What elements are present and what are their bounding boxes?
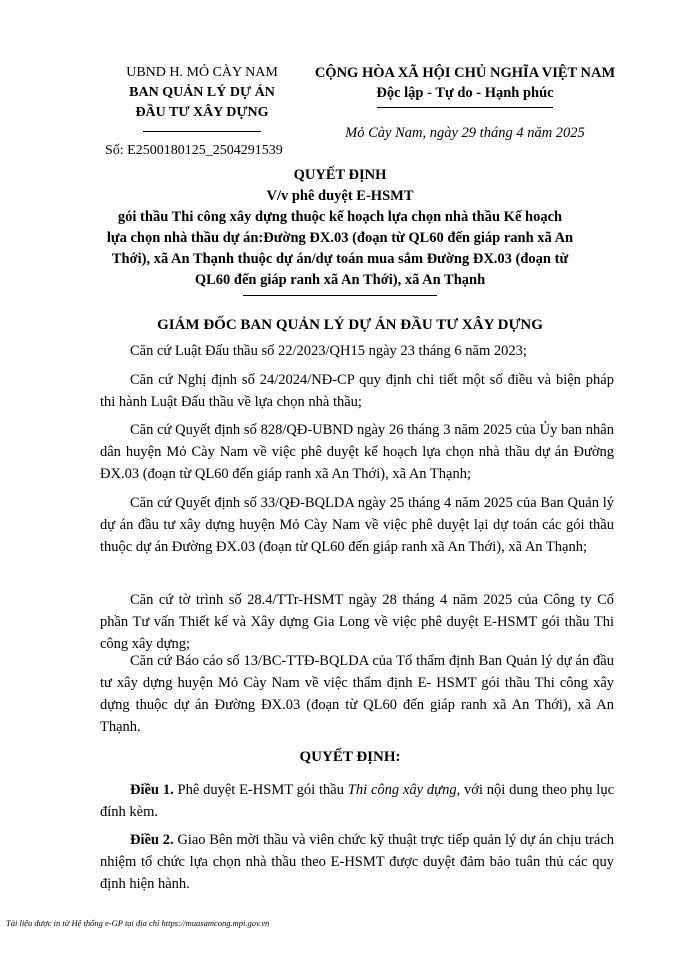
authority-heading: GIÁM ĐỐC BAN QUẢN LÝ DỰ ÁN ĐẦU TƯ XÂY DỰNG: [157, 317, 543, 333]
motto-underline: [377, 107, 553, 108]
subject-detail-4: QL60 đến giáp ranh xã An Thới), xã An Thạnh: [194, 272, 486, 288]
document-title-block: [100, 165, 580, 296]
article-1-text-end: với nội dung theo phụ lục đính kèm.: [100, 782, 615, 820]
agency-name-line2: ĐẦU TƯ XÂY DỰNG: [135, 105, 269, 120]
legal-basis-1: Căn cứ Luật Đấu thầu số 22/2023/QH15 ngày 23 tháng 6 năm 2023;: [130, 343, 527, 359]
document-number: Số: E2500180125_2504291539: [105, 143, 283, 158]
document-type: QUYẾT ĐỊNH: [293, 167, 387, 183]
agency-underline: [143, 131, 261, 132]
article-1-label: Điều 1.: [130, 782, 174, 798]
legal-basis-2: Căn cứ Nghị định số 24/2024/NĐ-CP quy định chi tiết một số điều và biện pháp thi hành Luật Đấu thầu về lựa chọn nhà thầu;: [100, 372, 614, 410]
legal-basis-5: Căn cứ tờ trình số 28.4/TTr-HSMT ngày 28 tháng 4 năm 2025 của Công ty Cổ phần Tư vấn Thiết kế và Xây dựng Gia Long về việc phê duyệt E-HSMT gói thầu Thi công xây dựng;: [100, 592, 614, 652]
issuing-agency-block: [88, 63, 316, 132]
article-1-package: Thi công xây dựng,: [347, 782, 461, 798]
article-1-text: Phê duyệt E-HSMT gói thầu: [173, 782, 348, 798]
place-and-date: Mỏ Cày Nam, ngày 29 tháng 4 năm 2025: [345, 125, 585, 141]
title-underline: [243, 295, 437, 296]
legal-basis-3: Căn cứ Quyết định số 828/QĐ-UBND ngày 26 tháng 3 năm 2025 của Ủy ban nhân dân huyện Mỏ Cày Nam về việc phê duyệt kế hoạch lựa chọn nhà thầu dự án Đường ĐX.03 (đoạn từ QL60 đến giáp ranh xã An Thới), xã An Thạnh;: [100, 422, 614, 482]
subject-detail-2: lựa chọn nhà thầu dự án:Đường ĐX.03 (đoạn từ QL60 đến giáp ranh xã An: [106, 230, 574, 246]
subject-detail-3: Thới), xã An Thạnh thuộc dự án/dự toán mua sắm Đường ĐX.03 (đoạn từ: [111, 251, 569, 267]
print-source-footer: Tài liệu được in từ Hệ thống e-GP tại địa chỉ https://muasamcong.mpi.gov.vn: [6, 918, 270, 928]
agency-parent: UBND H. MỎ CÀY NAM: [126, 65, 278, 80]
legal-basis-4: Căn cứ Quyết định số 33/QĐ-BQLDA ngày 25 tháng 4 năm 2025 của Ban Quản lý dự án đầu tư xây dựng huyện Mỏ Cày Nam về việc phê duyệt lại dự toán các gói thầu thuộc dự án Đường ĐX.03 (đoạn từ QL60 đến giáp ranh xã An Thới), xã An Thạnh;: [100, 495, 614, 555]
agency-name-line1: BAN QUẢN LÝ DỰ ÁN: [129, 85, 275, 100]
national-header-block: [300, 63, 630, 108]
article-2: [100, 829, 614, 895]
national-title: CỘNG HÒA XÃ HỘI CHỦ NGHĨA VIỆT NAM: [314, 65, 616, 81]
article-2-text: Giao Bên mời thầu và viên chức kỹ thuật trực tiếp quản lý dự án chịu trách nhiệm tổ chức lựa chọn nhà thầu theo E-HSMT được duyệt đảm bảo tuân thủ các quy định hiện hành.: [100, 832, 615, 892]
subject-detail-1: gói thầu Thi công xây dựng thuộc kế hoạch lựa chọn nhà thầu Kế hoạch: [117, 209, 563, 225]
article-1: [100, 779, 614, 823]
legal-basis-6: Căn cứ Báo cáo số 13/BC-TTĐ-BQLDA của Tổ thẩm định Ban Quản lý dự án đầu tư xây dựng huyện Mỏ Cày Nam về việc thẩm định E- HSMT gói thầu Thi công xây dựng thuộc dự án Đường ĐX.03 (đoạn từ QL60 đến giáp ranh xã An Thới), xã An Thạnh.: [100, 653, 614, 735]
article-2-label: Điều 2.: [130, 832, 174, 848]
national-motto: Độc lập - Tự do - Hạnh phúc: [376, 85, 554, 101]
subject-line: V/v phê duyệt E-HSMT: [266, 188, 414, 204]
decision-heading: QUYẾT ĐỊNH:: [299, 749, 401, 765]
